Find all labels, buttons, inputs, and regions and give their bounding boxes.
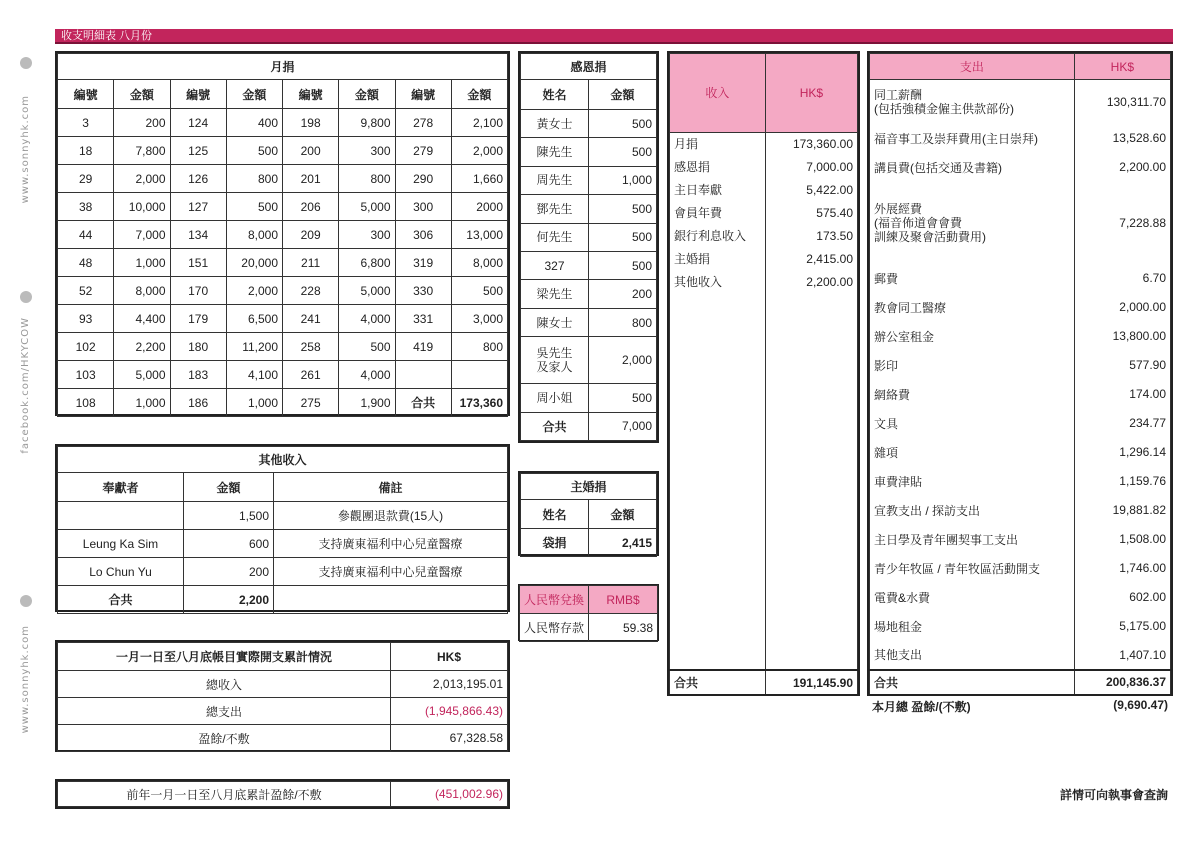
donation-amount: 500 [589,138,657,166]
column-header: 金額 [184,473,274,502]
donor-number: 290 [395,165,451,193]
donor-name: 周小姐 [521,384,589,412]
expense-item: 雜項 [870,438,1075,467]
summary-title: 一月一日至八月底帳目實際開支累計情況 [58,643,391,671]
summary-value: 67,328.58 [391,725,508,752]
donation-amount: 500 [339,333,395,361]
expense-amount: 5,175.00 [1074,612,1170,641]
monthly-balance-value: (9,690.47) [1113,698,1168,712]
expense-amount: 13,528.60 [1074,124,1170,153]
total-label: 合共 [870,670,1075,694]
ledger-row [870,351,1171,380]
donation-amount: 5,000 [114,361,170,389]
donor-name: 何先生 [521,223,589,251]
income-item: 感恩捐 [670,155,766,178]
donation-amount: 173,360 [451,389,507,417]
column-header: 金額 [589,500,657,529]
donation-amount: 1,000 [114,249,170,277]
donation-title: 感恩捐 [521,54,657,80]
expense-item: 網絡費 [870,380,1075,409]
donor-number: 126 [170,165,226,193]
ledger-row [670,132,858,155]
donor-number: 275 [283,389,339,417]
ledger-row [870,124,1171,153]
table-row [58,361,508,389]
total-label: 合共 [58,586,184,614]
ledger-row [870,182,1171,264]
donation-amount: 13,000 [451,221,507,249]
donation-amount: 500 [589,384,657,412]
table-row [58,193,508,221]
column-header: 金額 [589,80,657,109]
total-value: 7,000 [589,412,657,440]
donor-number: 48 [58,249,114,277]
table-row [521,252,657,280]
side-text-3: www.sonnyhk.com [20,625,31,734]
expense-item: 車費津貼 [870,467,1075,496]
donation-amount: 1,900 [339,389,395,417]
donation-amount: 10,000 [114,193,170,221]
donation-amount [451,361,507,389]
donation-amount: 2,000 [226,277,282,305]
donation-amount: 500 [589,195,657,223]
donation-amount: 1,000 [114,389,170,417]
column-header: HK$ [765,54,857,133]
expense-amount: 2,000.00 [1074,293,1170,322]
donation-amount: 2,100 [451,109,507,137]
income-amount: 2,200.00 [765,270,857,293]
donation-amount: 1,000 [226,389,282,417]
ledger-row [670,270,858,293]
thanksgiving-table [518,51,659,443]
side-text-2: facebook.com/HKYCOW [20,317,31,454]
income-amount: 173,360.00 [765,132,857,155]
donation-amount: 7,800 [114,137,170,165]
donor-number: 206 [283,193,339,221]
donor-name: Leung Ka Sim [58,530,184,558]
donor-number: 278 [395,109,451,137]
donor-name: 鄧先生 [521,195,589,223]
ledger-row [870,641,1171,670]
donation-amount: 800 [226,165,282,193]
ledger-row [870,153,1171,182]
donor-number: 44 [58,221,114,249]
expense-amount: 1,159.76 [1074,467,1170,496]
ledger-row [870,380,1171,409]
donation-amount: 500 [451,277,507,305]
summary-label: 總支出 [58,698,391,725]
donor-name: 梁先生 [521,280,589,308]
donor-number: 331 [395,305,451,333]
expense-item: 講員費(包括交通及書籍) [870,153,1075,182]
donation-amount: 2,000 [114,165,170,193]
ledger-row [670,247,858,270]
expense-amount: 174.00 [1074,380,1170,409]
expense-amount: 13,800.00 [1074,322,1170,351]
donor-number: 201 [283,165,339,193]
cumulative-label: 前年一月一日至八月底累計盈餘/不敷 [58,782,391,807]
column-header: 姓名 [521,80,589,109]
donor-number: 209 [283,221,339,249]
donor-number: 180 [170,333,226,361]
donation-amount: 500 [589,109,657,137]
donor-number: 306 [395,221,451,249]
donation-amount: 500 [589,252,657,280]
column-header: 金額 [226,80,282,109]
expense-amount: 130,311.70 [1074,80,1170,124]
donation-amount: 2,000 [451,137,507,165]
donation-amount: 300 [339,221,395,249]
total-value: 200,836.37 [1074,670,1170,694]
donor-name: Lo Chun Yu [58,558,184,586]
donor-number: 330 [395,277,451,305]
donor-number: 18 [58,137,114,165]
table-row [58,221,508,249]
donation-amount: 800 [589,308,657,336]
donation-amount: 4,400 [114,305,170,333]
donor-number: 38 [58,193,114,221]
expense-amount: 19,881.82 [1074,496,1170,525]
donor-name: 陳先生 [521,138,589,166]
donor-name: 陳女士 [521,308,589,336]
column-header: 收入 [670,54,766,133]
table-row [58,249,508,277]
donation-amount: 5,000 [339,277,395,305]
donation-amount: 500 [589,223,657,251]
donation-amount: 4,000 [339,361,395,389]
expense-item: 場地租金 [870,612,1075,641]
ledger-row [870,293,1171,322]
table-row [58,165,508,193]
donor-name: 袋捐 [521,529,589,557]
income-item: 會員年費 [670,201,766,224]
donation-amount: 7,000 [114,221,170,249]
donation-amount: 11,200 [226,333,282,361]
remark: 支持廣東福利中心兒童醫療 [274,530,508,558]
donor-number: 52 [58,277,114,305]
summary-value: (1,945,866.43) [391,698,508,725]
table-row [58,333,508,361]
summary-label: 盈餘/不敷 [58,725,391,752]
expense-item: 影印 [870,351,1075,380]
expense-amount: 577.90 [1074,351,1170,380]
wedding-table [518,471,659,556]
donor-name: 吳先生 及家人 [521,337,589,384]
donor-number: 合共 [395,389,451,417]
donor-number: 241 [283,305,339,333]
income-amount: 7,000.00 [765,155,857,178]
summary-label: 總收入 [58,671,391,698]
table-row [58,502,508,530]
donor-number: 134 [170,221,226,249]
expense-item: 青少年牧區 / 青年牧區活動開支 [870,554,1075,583]
donation-amount: 9,800 [339,109,395,137]
expense-amount: 602.00 [1074,583,1170,612]
logo-dot-icon [20,595,32,607]
column-header: 編號 [283,80,339,109]
monthly-donation-table [55,51,510,416]
empty-cell [274,586,508,614]
donation-amount: 800 [451,333,507,361]
donor-number: 125 [170,137,226,165]
rmb-row-label: 人民幣存款 [520,614,589,642]
donor-number: 151 [170,249,226,277]
donation-amount: 3,000 [451,305,507,333]
income-item: 其他收入 [670,270,766,293]
total-label: 合共 [521,412,589,440]
donation-amount: 2,200 [114,333,170,361]
donor-name: 周先生 [521,166,589,194]
donation-amount: 20,000 [226,249,282,277]
monthly-balance-label: 本月總 盈餘/(不敷) [872,700,971,714]
logo-dot-icon [20,291,32,303]
donation-amount: 4,100 [226,361,282,389]
donor-number: 183 [170,361,226,389]
ledger-row [870,438,1171,467]
expense-amount: 1,407.10 [1074,641,1170,670]
donation-amount: 200 [589,280,657,308]
donor-number: 124 [170,109,226,137]
donation-amount: 2,000 [589,337,657,384]
other-income-title: 其他收入 [58,447,508,473]
ledger-row [870,322,1171,351]
column-header: 奉獻者 [58,473,184,502]
donor-number: 170 [170,277,226,305]
donation-amount: 1,660 [451,165,507,193]
column-header: 編號 [58,80,114,109]
income-item: 主日奉獻 [670,178,766,201]
column-header: 金額 [451,80,507,109]
income-item: 銀行利息收入 [670,224,766,247]
column-header: HK$ [1074,54,1170,80]
column-header: 金額 [339,80,395,109]
donation-amount: 8,000 [114,277,170,305]
expense-amount: 234.77 [1074,409,1170,438]
donor-number: 3 [58,109,114,137]
donor-number: 127 [170,193,226,221]
expense-item: 外展經費 (福音佈道會會費 訓練及聚會活動費用) [870,182,1075,264]
income-ledger [667,51,860,696]
income-amount: 575.40 [765,201,857,224]
rmb-rate: RMB$ [589,586,658,614]
ledger-row [870,409,1171,438]
expense-item: 其他支出 [870,641,1075,670]
total-label: 合共 [670,670,766,694]
table-row [58,389,508,417]
page-title: 收支明細表 八月份 [55,29,1173,44]
donation-amount: 4,000 [339,305,395,333]
donor-number: 279 [395,137,451,165]
donor-number: 29 [58,165,114,193]
ledger-row [670,201,858,224]
table-row [521,166,657,194]
rmb-table [518,584,659,641]
donor-name: 黃女士 [521,109,589,137]
expense-item: 電費&水費 [870,583,1075,612]
table-row [521,223,657,251]
donation-amount: 6,800 [339,249,395,277]
column-header: 支出 [870,54,1075,80]
expense-item: 福音事工及崇拜費用(主日崇拜) [870,124,1075,153]
donor-number: 179 [170,305,226,333]
donor-number: 319 [395,249,451,277]
income-item: 主婚捐 [670,247,766,270]
ledger-row [870,525,1171,554]
expense-amount: 2,200.00 [1074,153,1170,182]
table-row [521,280,657,308]
donation-amount: 1,500 [184,502,274,530]
donor-number: 108 [58,389,114,417]
ledger-row [670,224,858,247]
expense-item: 主日學及青年團契事工支出 [870,525,1075,554]
table-row [521,384,657,412]
column-header: 備註 [274,473,508,502]
expense-amount: 7,228.88 [1074,182,1170,264]
ledger-row [670,155,858,178]
ledger-row [670,178,858,201]
other-income-table [55,444,510,612]
rmb-row-value: 59.38 [589,614,658,642]
donor-name: 327 [521,252,589,280]
table-row [521,138,657,166]
donor-number: 200 [283,137,339,165]
table-row [58,530,508,558]
donation-amount: 400 [226,109,282,137]
donor-number [395,361,451,389]
donor-number: 102 [58,333,114,361]
donor-number: 228 [283,277,339,305]
side-watermark [14,55,40,815]
donation-amount: 300 [339,137,395,165]
ledger-row [870,264,1171,293]
donation-amount: 5,000 [339,193,395,221]
column-header: 編號 [170,80,226,109]
donor-number: 186 [170,389,226,417]
summary-table [55,640,510,752]
summary-value: 2,013,195.01 [391,671,508,698]
donor-number: 419 [395,333,451,361]
table-row [58,725,508,752]
income-amount: 173.50 [765,224,857,247]
summary-currency: HK$ [391,643,508,671]
expense-ledger [867,51,1173,696]
donation-amount: 8,000 [226,221,282,249]
donor-number: 261 [283,361,339,389]
column-header: 編號 [395,80,451,109]
expense-item: 郵費 [870,264,1075,293]
table-row [521,337,657,384]
donation-amount: 2000 [451,193,507,221]
column-header: 姓名 [521,500,589,529]
income-amount: 5,422.00 [765,178,857,201]
rmb-label: 人民幣兌換 [520,586,589,614]
table-row [521,195,657,223]
expense-amount: 1,296.14 [1074,438,1170,467]
donation-amount: 800 [339,165,395,193]
table-row [521,529,657,557]
wedding-title: 主婚捐 [521,474,657,500]
donation-amount: 600 [184,530,274,558]
table-row [58,671,508,698]
expense-item: 辦公室租金 [870,322,1075,351]
expense-amount: 6.70 [1074,264,1170,293]
income-amount: 2,415.00 [765,247,857,270]
expense-amount: 1,746.00 [1074,554,1170,583]
donor-name [58,502,184,530]
ledger-row [870,583,1171,612]
donor-number: 93 [58,305,114,333]
ledger-row [870,80,1171,124]
table-row [58,109,508,137]
expense-item: 教會同工醫療 [870,293,1075,322]
footnote: 詳情可向執事會查詢 [1059,788,1168,802]
monthly-title: 月捐 [58,54,508,80]
total-value: 2,200 [184,586,274,614]
remark: 支持廣東福利中心兒童醫療 [274,558,508,586]
cumulative-value: (451,002.96) [391,782,508,807]
donation-amount: 2,415 [589,529,657,557]
donation-amount: 1,000 [589,166,657,194]
side-text-1: www.sonnyhk.com [20,95,31,204]
donor-number: 211 [283,249,339,277]
donor-number: 198 [283,109,339,137]
donation-amount: 500 [226,193,282,221]
donor-number: 300 [395,193,451,221]
cumulative-table [55,779,510,809]
donation-amount: 200 [114,109,170,137]
donor-number: 258 [283,333,339,361]
expense-item: 文具 [870,409,1075,438]
expense-item: 同工薪酬 (包括強積金僱主供款部份) [870,80,1075,124]
ledger-row [870,496,1171,525]
table-row [58,558,508,586]
table-row [58,305,508,333]
table-row [58,137,508,165]
remark: 參觀團退款費(15人) [274,502,508,530]
donation-amount: 8,000 [451,249,507,277]
income-item: 月捐 [670,132,766,155]
expense-amount: 1,508.00 [1074,525,1170,554]
ledger-row [870,467,1171,496]
table-row [521,308,657,336]
donor-number: 103 [58,361,114,389]
total-value: 191,145.90 [765,670,857,694]
donation-amount: 6,500 [226,305,282,333]
ledger-row [870,612,1171,641]
logo-dot-icon [20,57,32,69]
donation-amount: 500 [226,137,282,165]
column-header: 金額 [114,80,170,109]
table-row [58,698,508,725]
ledger-row [870,554,1171,583]
table-row [521,109,657,137]
donation-amount: 200 [184,558,274,586]
table-row [58,277,508,305]
expense-item: 宣教支出 / 探訪支出 [870,496,1075,525]
